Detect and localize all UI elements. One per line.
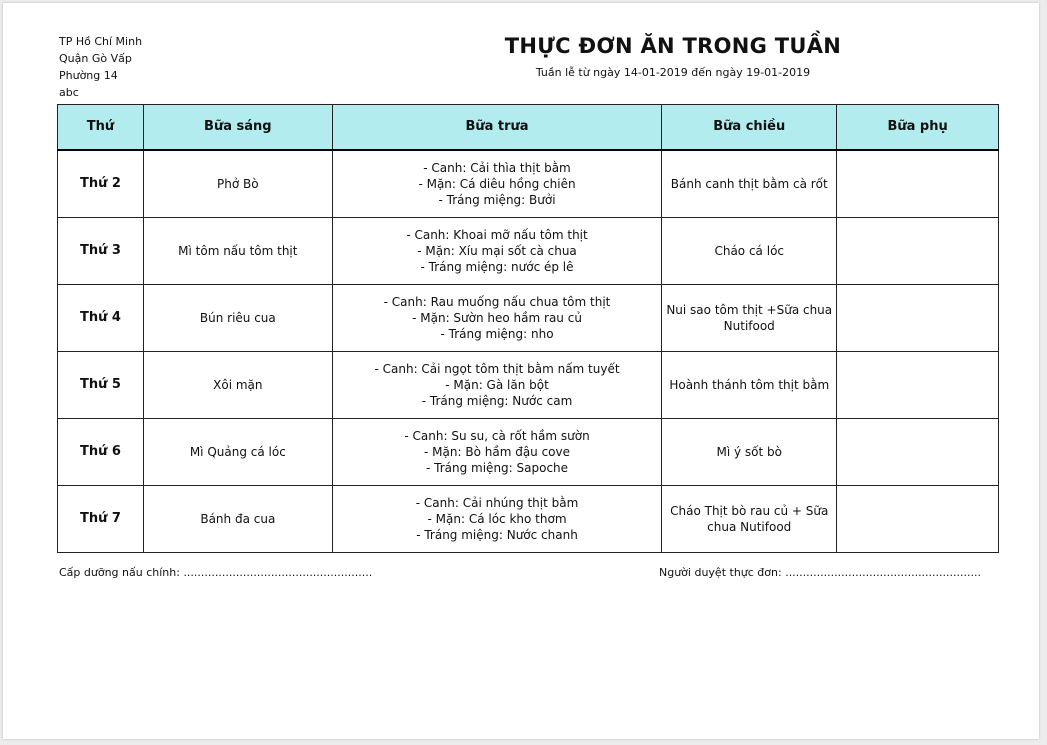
cell-breakfast: Mì tôm nấu tôm thịt	[143, 218, 332, 285]
cell-afternoon: Bánh canh thịt bằm cà rốt	[662, 150, 837, 218]
cell-snack	[837, 150, 999, 218]
cell-breakfast: Phở Bò	[143, 150, 332, 218]
lunch-soup: - Canh: Khoai mỡ nấu tôm thịt	[406, 228, 588, 242]
address-city: TP Hồ Chí Minh	[59, 35, 143, 48]
menu-table	[57, 104, 999, 553]
col-header-breakfast: Bữa sáng	[143, 105, 332, 151]
address-extra: abc	[59, 86, 79, 99]
table-row	[58, 218, 999, 285]
col-header-lunch: Bữa trưa	[332, 105, 662, 151]
table-header-row	[58, 105, 999, 151]
col-header-afternoon: Bữa chiều	[662, 105, 837, 151]
cell-snack	[837, 285, 999, 352]
cell-day: Thứ 2	[58, 150, 144, 218]
cell-lunch	[332, 285, 662, 352]
cell-afternoon: Cháo Thịt bò rau củ + Sữa chua Nutifood	[662, 486, 837, 553]
table-row	[58, 285, 999, 352]
lunch-dessert: - Tráng miệng: nho	[440, 327, 554, 341]
cell-day: Thứ 7	[58, 486, 144, 553]
cell-lunch	[332, 486, 662, 553]
cell-lunch	[332, 218, 662, 285]
cell-breakfast: Xôi mặn	[143, 352, 332, 419]
lunch-dessert: - Tráng miệng: nước ép lê	[420, 260, 574, 274]
address-district: Quận Gò Vấp	[59, 52, 132, 65]
cell-lunch	[332, 419, 662, 486]
table-row	[58, 150, 999, 218]
lunch-main: - Mặn: Cá diêu hồng chiên	[418, 177, 576, 191]
cell-snack	[837, 486, 999, 553]
address-ward: Phường 14	[59, 69, 118, 82]
cell-day: Thứ 5	[58, 352, 144, 419]
table-row	[58, 419, 999, 486]
lunch-main: - Mặn: Xíu mại sốt cà chua	[417, 244, 577, 258]
lunch-main: - Mặn: Bò hầm đậu cove	[424, 445, 571, 459]
table-row	[58, 486, 999, 553]
col-header-snack: Bữa phụ	[837, 105, 999, 151]
lunch-dessert: - Tráng miệng: Nước chanh	[416, 528, 578, 542]
lunch-main: - Mặn: Cá lóc kho thơm	[427, 512, 567, 526]
cell-snack	[837, 218, 999, 285]
lunch-soup: - Canh: Su su, cà rốt hầm sườn	[404, 429, 590, 443]
lunch-main: - Mặn: Sườn heo hầm rau củ	[412, 311, 582, 325]
address-block	[59, 33, 142, 101]
cell-lunch	[332, 352, 662, 419]
lunch-soup: - Canh: Cải thìa thịt bằm	[423, 161, 571, 175]
cell-snack	[837, 419, 999, 486]
lunch-soup: - Canh: Cải ngọt tôm thịt bằm nấm tuyết	[374, 362, 620, 376]
lunch-dessert: - Tráng miệng: Sapoche	[426, 461, 569, 475]
cell-afternoon: Mì ý sốt bò	[662, 419, 837, 486]
cell-day: Thứ 4	[58, 285, 144, 352]
cell-breakfast: Bún riêu cua	[143, 285, 332, 352]
cell-day: Thứ 6	[58, 419, 144, 486]
cook-signature-line: Cấp dưỡng nấu chính: ......................................................	[59, 566, 373, 579]
lunch-dessert: - Tráng miệng: Nước cam	[421, 394, 573, 408]
lunch-soup: - Canh: Rau muống nấu chua tôm thịt	[383, 295, 611, 309]
lunch-dessert: - Tráng miệng: Bưởi	[438, 193, 556, 207]
cell-afternoon: Cháo cá lóc	[662, 218, 837, 285]
table-row	[58, 352, 999, 419]
cell-lunch	[332, 150, 662, 218]
cell-day: Thứ 3	[58, 218, 144, 285]
cell-afternoon: Hoành thánh tôm thịt bằm	[662, 352, 837, 419]
cell-breakfast: Bánh đa cua	[143, 486, 332, 553]
cell-afternoon: Nui sao tôm thịt +Sữa chua Nutifood	[662, 285, 837, 352]
approver-signature-line: Người duyệt thực đơn: ........................................................	[659, 566, 982, 579]
lunch-soup: - Canh: Cải nhúng thịt bằm	[415, 496, 579, 510]
cell-breakfast: Mì Quảng cá lóc	[143, 419, 332, 486]
col-header-day: Thứ	[58, 105, 144, 151]
document-page	[3, 3, 1039, 739]
week-range: Tuần lễ từ ngày 14-01-2019 đến ngày 19-01-2019	[535, 66, 811, 79]
lunch-main: - Mặn: Gà lăn bột	[445, 378, 549, 392]
page-title: THỰC ĐƠN ĂN TRONG TUẦN	[504, 34, 842, 58]
cell-snack	[837, 352, 999, 419]
